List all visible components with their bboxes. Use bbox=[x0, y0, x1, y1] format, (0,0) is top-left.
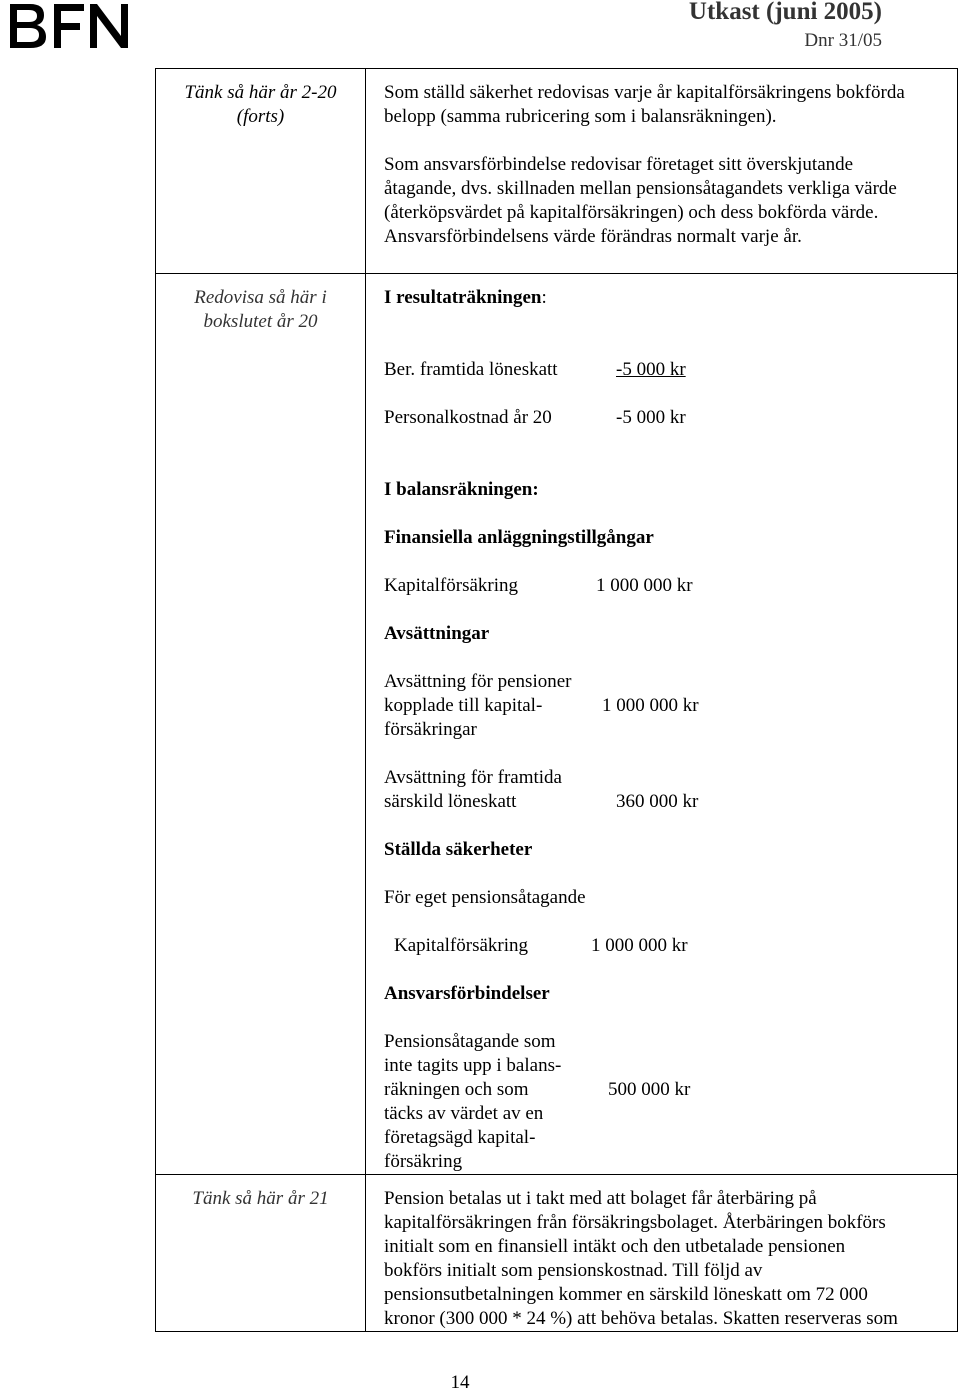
line-label: Pensionsåtagande som inte tagits upp i balans- räkningen och som täcks av värdet av en företagsägd kapital- försäkring bbox=[384, 1031, 562, 1172]
line-value: 1 000 000 kr bbox=[596, 575, 693, 596]
heading-colon: : bbox=[541, 287, 547, 308]
resultat-heading: I resultaträkningen bbox=[384, 287, 542, 308]
line-label: Kapitalförsäkring bbox=[384, 575, 519, 596]
line-value: -5 000 kr bbox=[616, 359, 686, 380]
line-label: Personalkostnad år 20 bbox=[384, 407, 552, 428]
ansv-heading: Ansvarsförbindelser bbox=[384, 983, 550, 1004]
avs-heading: Avsättningar bbox=[384, 623, 490, 644]
row-label: Tänk så här år 2-20 (forts) bbox=[184, 82, 337, 127]
line-value: 1 000 000 kr bbox=[602, 695, 699, 716]
row-label-cell bbox=[156, 1175, 366, 1332]
line-label: Ber. framtida löneskatt bbox=[384, 359, 558, 380]
stallda-sub: För eget pensionsåtagande bbox=[384, 887, 586, 908]
line-item bbox=[384, 574, 957, 598]
resultat-lines bbox=[384, 334, 957, 454]
page-number: 14 bbox=[450, 1372, 470, 1393]
line-item bbox=[384, 670, 957, 742]
row-label-cell bbox=[156, 69, 366, 274]
section-heading bbox=[384, 286, 957, 310]
content-table bbox=[155, 68, 958, 1332]
stallda-heading: Ställda säkerheter bbox=[384, 839, 533, 860]
line-item bbox=[384, 1030, 957, 1174]
line-item bbox=[384, 358, 957, 382]
line-label: Avsättning för framtida särskild löneskatt bbox=[384, 767, 562, 812]
row-content-cell bbox=[366, 69, 958, 274]
line-label: Kapitalförsäkring bbox=[394, 935, 529, 956]
balans-heading: I balansräkningen: bbox=[384, 479, 539, 500]
line-value: -5 000 kr bbox=[616, 407, 686, 428]
row-content-cell bbox=[366, 274, 958, 1175]
paragraph: Som ställd säkerhet redovisas varje år kapitalförsäkringens bokförda belopp (samma rubricering som i balansräkningen). bbox=[384, 82, 905, 127]
document-number: Dnr 31/05 bbox=[804, 30, 882, 51]
document-title: Utkast (juni 2005) bbox=[688, 0, 882, 25]
row-label: Tänk så här år 21 bbox=[192, 1188, 329, 1209]
paragraph: Som ansvarsförbindelse redovisar företaget sitt överskjutande åtagande, dvs. skillnaden mellan pensionsåtagandets verkliga värde (återköpsvärdet på kapitalförsäkringen) och dess bokförda värde. Ansvarsförbindelsens värde förändras normalt varje år. bbox=[384, 154, 897, 247]
row-content-cell bbox=[366, 1175, 958, 1332]
paragraph: Pension betalas ut i takt med att bolaget får återbäring på kapitalförsäkringen från försäkringsbolaget. Återbäringen bokförs initialt som en finansiell intäkt och den utbetalade pensionen bokförs initialt som pensionskostnad. Till följd av pensionsutbetalningen kommer en särskild löneskatt om 72 000 kronor (300 000 * 24 %) att behöva betalas. Skatten reserveras som bbox=[384, 1188, 898, 1329]
fin-heading: Finansiella anläggningstillgångar bbox=[384, 527, 654, 548]
line-item bbox=[384, 406, 957, 430]
line-value: 500 000 kr bbox=[608, 1079, 691, 1100]
line-item bbox=[384, 766, 957, 814]
row-label-cell bbox=[156, 274, 366, 1175]
table-row bbox=[156, 1175, 958, 1332]
line-label: Avsättning för pensioner kopplade till kapital- försäkringar bbox=[384, 671, 572, 740]
line-value: 1 000 000 kr bbox=[591, 935, 688, 956]
table-row bbox=[156, 274, 958, 1175]
line-item bbox=[384, 934, 957, 958]
table-row bbox=[156, 69, 958, 274]
bfn-logo bbox=[8, 2, 132, 50]
row-label: Redovisa så här i bokslutet år 20 bbox=[194, 287, 327, 332]
line-value: 360 000 kr bbox=[616, 791, 699, 812]
